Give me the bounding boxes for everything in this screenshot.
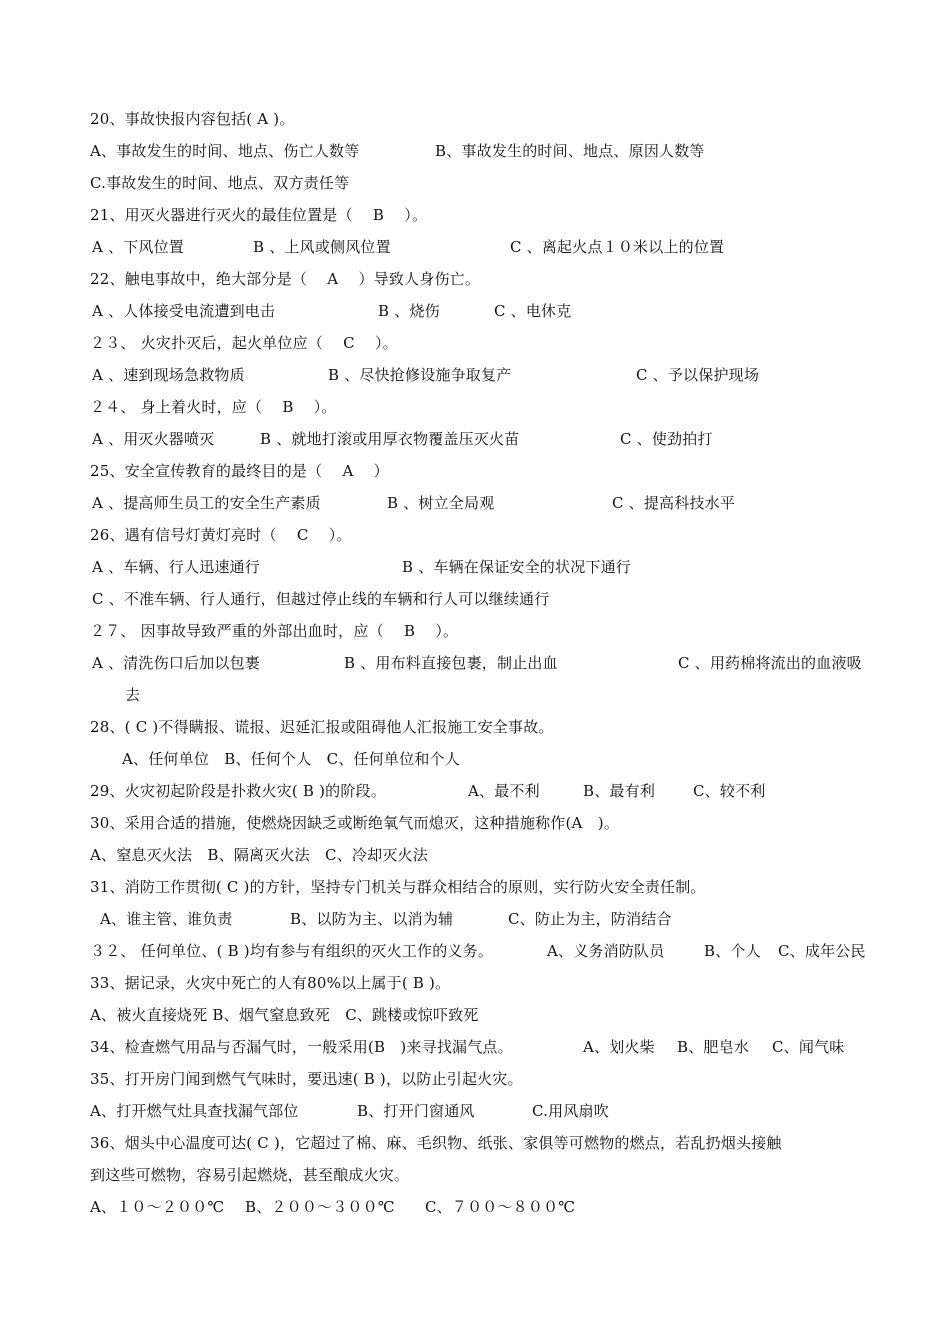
text-segment: A、窒息灭火法 B、隔离灭火法 C、冷却灭火法 <box>90 846 428 864</box>
text-segment: B 、尽快抢修设施争取复产 <box>328 366 512 384</box>
text-segment: 29、火灾初起阶段是扑救火灾( B )的阶段。 <box>90 782 386 800</box>
text-segment: 21、用灭火器进行灭火的最佳位置是（ B ）。 <box>90 206 428 224</box>
text-segment: 去 <box>125 686 141 704</box>
text-segment: 34、检查燃气用品与否漏气时，一般采用(B )来寻找漏气点。 <box>90 1038 513 1056</box>
text-segment: A、最不利 <box>468 782 540 800</box>
text-segment: A 、下风位置 <box>92 238 185 256</box>
text-segment: B、２００～３００℃ <box>245 1198 395 1216</box>
text-segment: 到这些可燃物，容易引起燃烧，甚至酿成火灾。 <box>90 1166 410 1184</box>
text-segment: B 、用布料直接包裹，制止出血 <box>344 654 558 672</box>
text-segment: C、防止为主，防消结合 <box>508 910 672 928</box>
text-segment: B 、上风或侧风位置 <box>253 238 391 256</box>
text-segment: 33、据记录，火灾中死亡的人有80%以上属于( B )。 <box>90 974 451 992</box>
text-segment: B、个人 <box>704 942 761 960</box>
text-segment: A 、清洗伤口后加以包裹 <box>92 654 261 672</box>
text-segment: B、以防为主、以消为辅 <box>290 910 454 928</box>
text-segment: A、事故发生的时间、地点、伤亡人数等 <box>90 142 360 160</box>
text-segment: 20、事故快报内容包括( A )。 <box>90 110 295 128</box>
text-segment: C.事故发生的时间、地点、双方责任等 <box>90 174 350 192</box>
text-segment: 31、消防工作贯彻( C )的方针，坚持专门机关与群众相结合的原则，实行防火安全责任制。 <box>90 878 706 896</box>
text-segment: A 、车辆、行人迅速通行 <box>92 558 261 576</box>
text-segment: A、１０～２００℃ <box>90 1198 225 1216</box>
text-segment: A 、速到现场急救物质 <box>92 366 245 384</box>
text-segment: 35、打开房门闻到燃气气味时，要迅速( B )，以防止引起火灾。 <box>90 1070 523 1088</box>
text-segment: ２７、 因事故导致严重的外部出血时，应（ B ）。 <box>90 622 459 640</box>
text-segment: A、划火柴 <box>583 1038 655 1056</box>
text-segment: C 、电休克 <box>494 302 572 320</box>
text-segment: C 、不准车辆、行人通行，但越过停止线的车辆和行人可以继续通行 <box>92 590 550 608</box>
text-segment: B、打开门窗通风 <box>357 1102 475 1120</box>
text-segment: B 、树立全局观 <box>387 494 495 512</box>
text-segment: C、成年公民 <box>778 942 866 960</box>
text-segment: C 、用药棉将流出的血液吸 <box>678 654 862 672</box>
text-segment: C 、使劲拍打 <box>620 430 713 448</box>
text-segment: ２４、 身上着火时，应（ B ）。 <box>90 398 337 416</box>
text-segment: C 、提高科技水平 <box>612 494 736 512</box>
text-segment: C.用风扇吹 <box>532 1102 609 1120</box>
text-segment: 25、安全宣传教育的最终目的是（ A ） <box>90 462 389 480</box>
text-segment: B 、车辆在保证安全的状况下通行 <box>402 558 631 576</box>
text-segment: A 、提高师生员工的安全生产素质 <box>92 494 321 512</box>
text-segment: B、肥皂水 <box>677 1038 750 1056</box>
text-segment: ３２、 任何单位、( B )均有参与有组织的灭火工作的义务。 <box>90 942 494 960</box>
text-segment: 26、遇有信号灯黄灯亮时（ C ）。 <box>90 526 352 544</box>
text-segment: C、７００～８００℃ <box>425 1198 576 1216</box>
text-segment: C 、离起火点１０米以上的位置 <box>510 238 725 256</box>
text-segment: A 、用灭火器喷灭 <box>92 430 215 448</box>
text-segment: 30、采用合适的措施，使燃烧因缺乏或断绝氧气而熄灭，这种措施称作(A )。 <box>90 814 620 832</box>
text-segment: 28、( C )不得瞒报、谎报、迟延汇报或阻碍他人汇报施工安全事故。 <box>90 718 554 736</box>
text-segment: C 、予以保护现场 <box>636 366 760 384</box>
text-segment: C、闻气味 <box>772 1038 845 1056</box>
text-segment: C、较不利 <box>693 782 766 800</box>
text-segment: 36、烟头中心温度可达( C )，它超过了棉、麻、毛织物、纸张、家俱等可燃物的燃点，若乱扔烟头接触 <box>90 1134 782 1152</box>
text-segment: B 、烧伤 <box>378 302 440 320</box>
text-segment: A 、人体接受电流遭到电击 <box>92 302 276 320</box>
text-segment: 22、触电事故中，绝大部分是（ A ）导致人身伤亡。 <box>90 270 481 288</box>
text-segment: B、最有利 <box>583 782 656 800</box>
text-segment: A、义务消防队员 <box>547 942 665 960</box>
text-segment: B 、就地打滚或用厚衣物覆盖压灭火苗 <box>260 430 520 448</box>
text-segment: A、谁主管、谁负责 <box>100 910 233 928</box>
text-segment: A、打开燃气灶具查找漏气部位 <box>90 1102 299 1120</box>
text-segment: ２３、 火灾扑灭后，起火单位应（ C ）。 <box>90 334 398 352</box>
text-segment: A、被火直接烧死 B、烟气窒息致死 C、跳楼或惊吓致死 <box>90 1006 479 1024</box>
text-segment: B、事故发生的时间、地点、原因人数等 <box>435 142 705 160</box>
text-segment: A、任何单位 B、任何个人 C、任何单位和个人 <box>122 750 460 768</box>
